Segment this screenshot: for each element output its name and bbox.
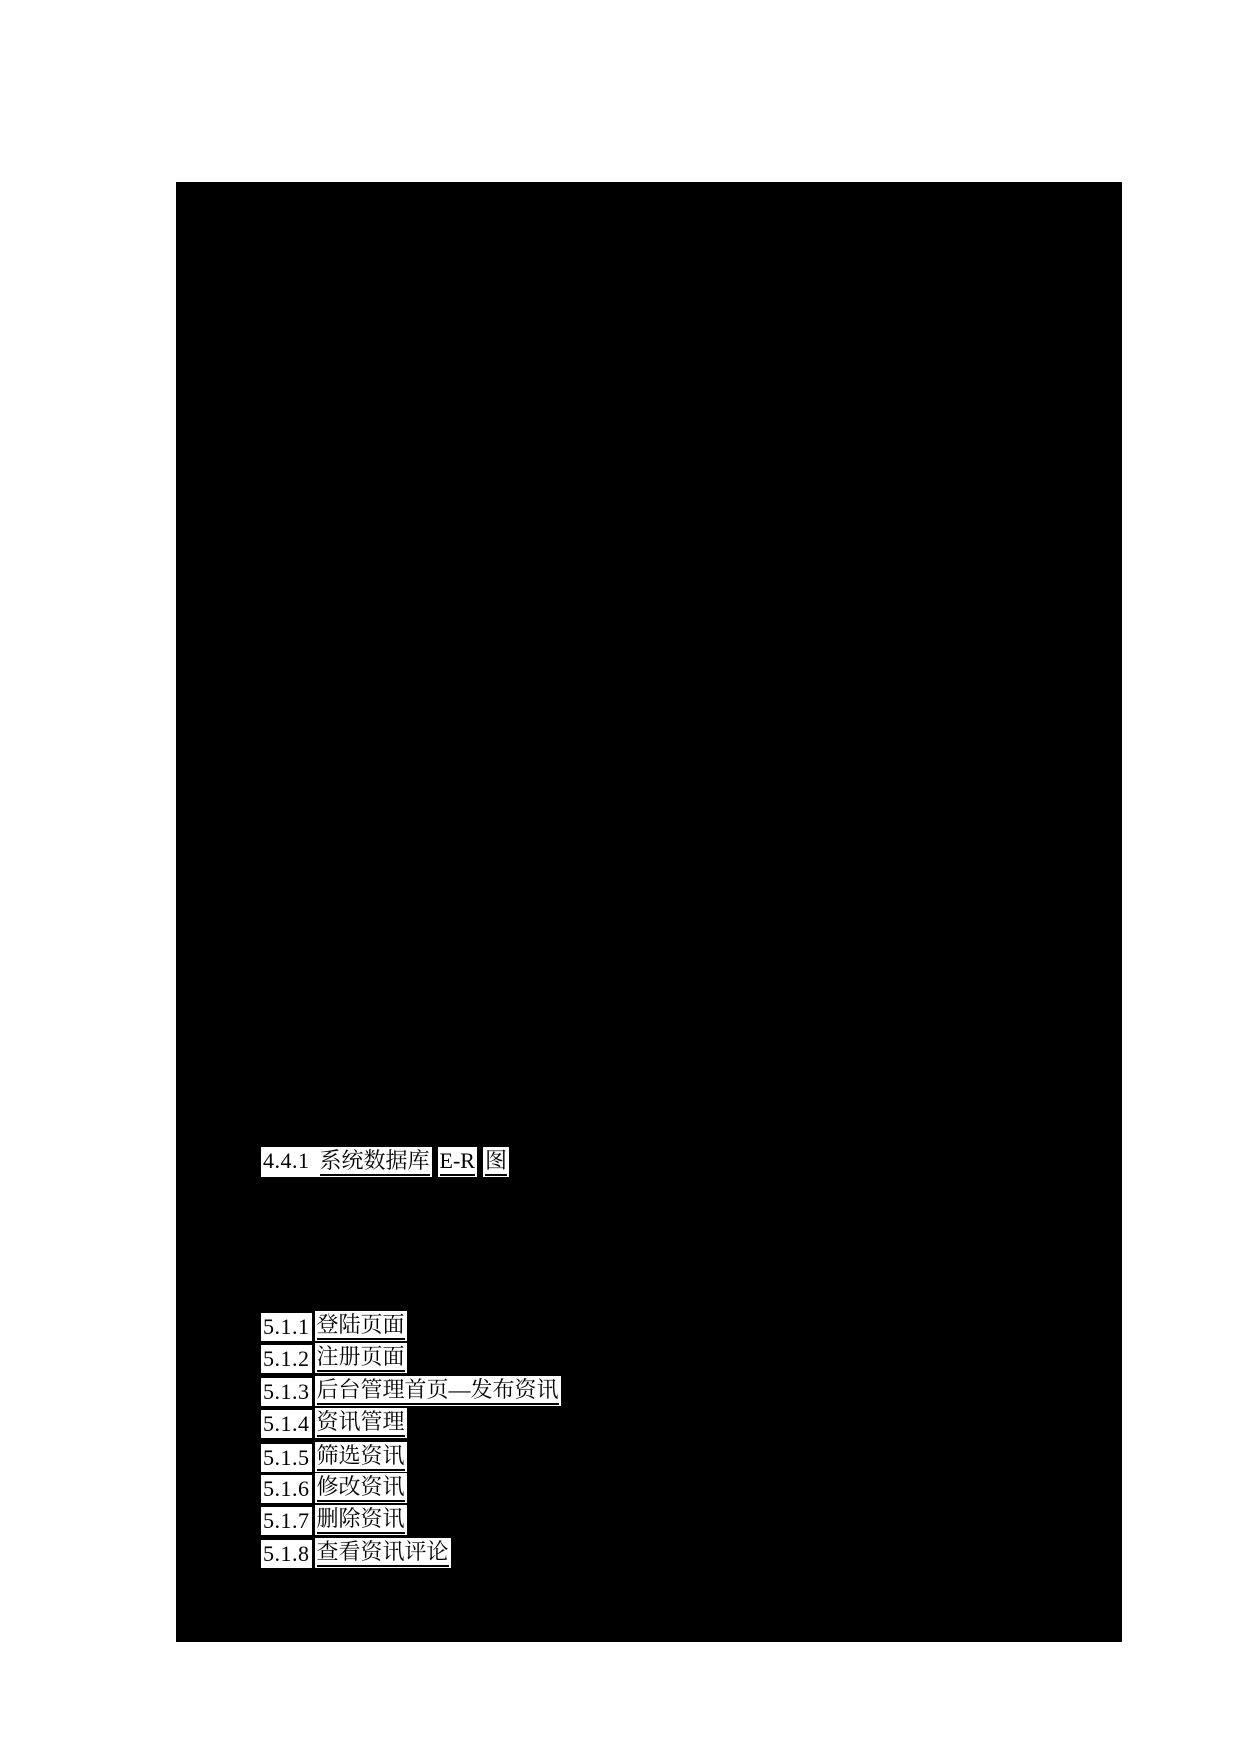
toc-entry-number-highlight [261,1345,312,1373]
toc-entry-4-4-1-highlight-er [438,1147,477,1177]
toc-entry-number: 5.1.6 [263,1476,310,1501]
toc-entry-5-1-3 [261,1376,561,1406]
toc-entry-title-highlight [315,1343,407,1373]
toc-link-register-page[interactable]: 注册页面 [317,1344,405,1372]
toc-entry-number-highlight [261,1507,312,1535]
toc-entry-5-1-2 [261,1343,407,1373]
toc-entry-number: 4.4.1 [263,1148,310,1173]
toc-entry-number-highlight [261,1475,312,1503]
toc-entry-number: 5.1.1 [263,1314,310,1339]
toc-entry-number-highlight [261,1313,312,1341]
toc-link-er[interactable]: E-R [440,1148,475,1176]
toc-entry-title-highlight [315,1473,407,1503]
toc-entry-5-1-4 [261,1408,407,1438]
toc-entry-number-highlight [261,1444,312,1472]
toc-link-edit-news[interactable]: 修改资讯 [317,1474,405,1502]
toc-link-admin-home-publish-news[interactable]: 后台管理首页—发布资讯 [317,1377,559,1405]
toc-entry-4-4-1 [261,1147,509,1177]
toc-entry-number: 5.1.7 [263,1508,310,1533]
toc-link-news-management[interactable]: 资讯管理 [317,1409,405,1437]
toc-entry-number-highlight [261,1410,312,1438]
toc-entry-number-highlight [261,1378,312,1406]
toc-entry-5-1-7 [261,1505,407,1535]
toc-entry-number: 5.1.3 [263,1379,310,1404]
toc-entry-number: 5.1.2 [263,1346,310,1371]
toc-link-login-page[interactable]: 登陆页面 [317,1312,405,1340]
inverted-content-region [176,182,1122,1642]
toc-link-view-news-comments[interactable]: 查看资讯评论 [317,1539,449,1567]
toc-entry-number: 5.1.4 [263,1411,310,1436]
toc-entry-5-1-1 [261,1311,407,1341]
toc-entry-title-highlight [315,1442,407,1472]
toc-entry-number: 5.1.5 [263,1445,310,1470]
toc-entry-5-1-8 [261,1538,451,1568]
toc-entry-4-4-1-highlight-diagram [483,1147,509,1177]
toc-link-system-database[interactable]: 系统数据库 [320,1148,430,1176]
toc-entry-number: 5.1.8 [263,1541,310,1566]
toc-entry-4-4-1-highlight [261,1147,432,1177]
toc-entry-5-1-5 [261,1442,407,1472]
toc-link-filter-news[interactable]: 筛选资讯 [317,1443,405,1471]
toc-link-diagram[interactable]: 图 [485,1148,507,1176]
toc-entry-title-highlight [315,1376,561,1406]
toc-link-delete-news[interactable]: 删除资讯 [317,1506,405,1534]
toc-entry-5-1-6 [261,1473,407,1503]
toc-entry-title-highlight [315,1538,451,1568]
toc-entry-number-highlight [261,1540,312,1568]
toc-entry-title-highlight [315,1311,407,1341]
toc-entry-title-highlight [315,1408,407,1438]
toc-entry-title-highlight [315,1505,407,1535]
